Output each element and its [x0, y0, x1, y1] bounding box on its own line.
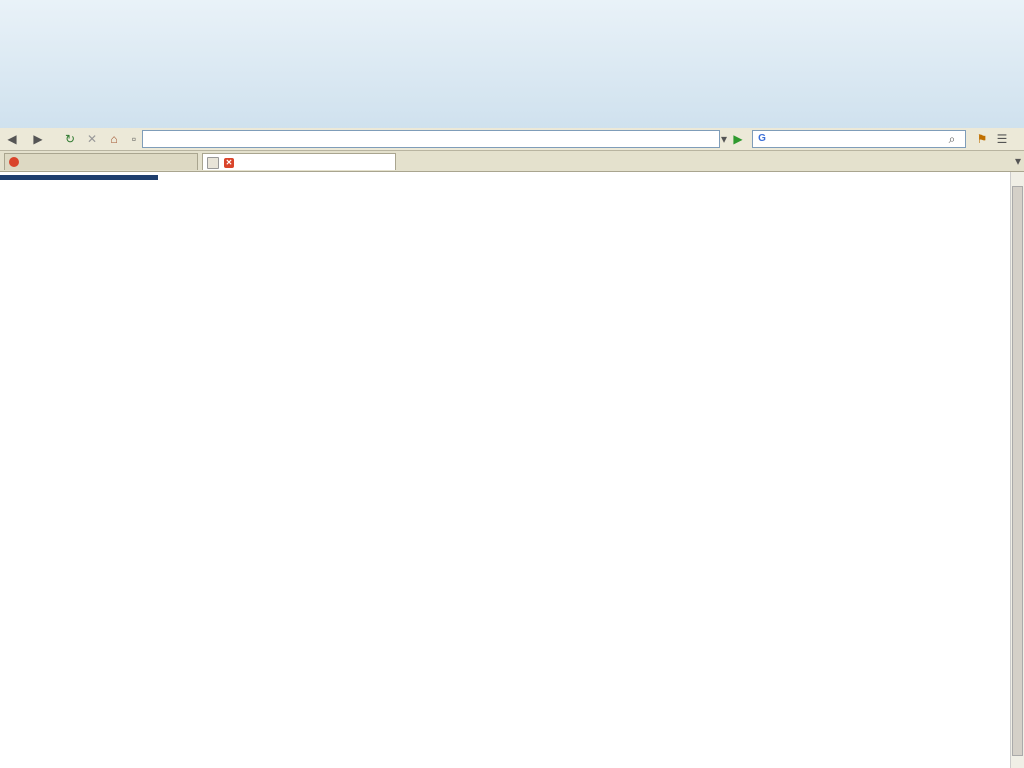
tab-directory[interactable] — [4, 153, 198, 170]
web-page — [0, 172, 1010, 768]
page-icon: ▫ — [131, 132, 137, 146]
sidebar — [0, 172, 158, 768]
home-icon[interactable]: ⌂ — [110, 132, 118, 146]
page-scrollbar[interactable] — [1010, 172, 1024, 768]
address-bar[interactable] — [142, 130, 720, 148]
search-icon[interactable]: ⌕ — [948, 132, 956, 146]
scrollbar-thumb[interactable] — [1012, 186, 1023, 756]
main-content — [164, 172, 1006, 180]
tab-list-icon[interactable]: ▾ — [1014, 154, 1022, 168]
menu-icon[interactable]: ☰ — [996, 132, 1008, 146]
back-icon[interactable]: ◀ — [7, 132, 17, 146]
site-favicon-icon — [9, 157, 19, 167]
tab-advertising[interactable] — [202, 153, 396, 170]
poll-question — [0, 177, 158, 180]
go-icon[interactable]: ▶ — [733, 132, 743, 146]
close-tab-icon[interactable]: ✕ — [225, 157, 233, 167]
bookmark-icon[interactable]: ⚑ — [976, 132, 988, 146]
reload-icon[interactable]: ↻ — [64, 132, 76, 146]
tab-bar — [0, 151, 1024, 172]
browser-toolbar — [0, 128, 1024, 151]
slide-background — [0, 0, 1024, 130]
poll — [0, 175, 158, 180]
forward-icon[interactable]: ▶ — [33, 132, 43, 146]
dropdown-icon[interactable]: ▾ — [720, 132, 728, 146]
page-favicon-icon — [207, 157, 219, 169]
search-box[interactable] — [752, 130, 966, 148]
google-icon: G — [755, 132, 769, 146]
stop-icon[interactable]: ✕ — [86, 132, 98, 146]
